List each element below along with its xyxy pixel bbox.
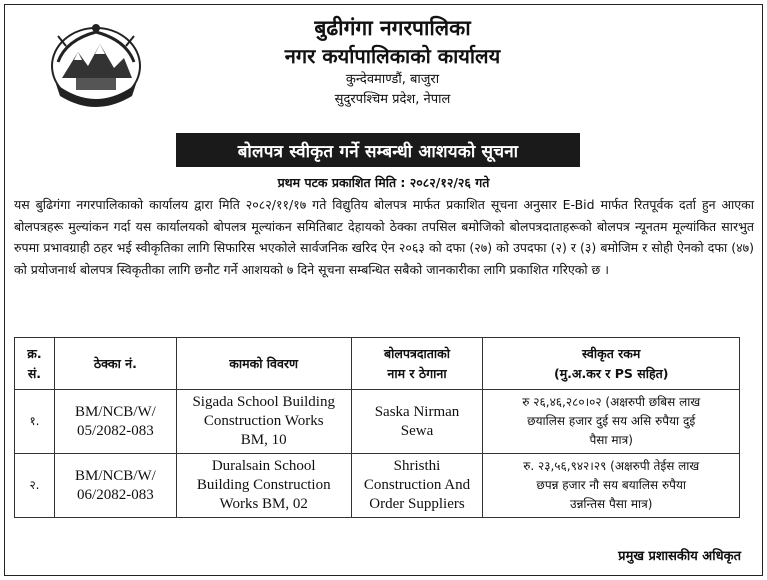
row-description: Duralsain School Building Construction Works BM, 02 [176,454,351,518]
header-description: कामको विवरण [176,338,351,390]
row-bidder: Saska Nirman Sewa [351,390,483,454]
office-location: कुन्देवमाण्डौं, बाजुरा [345,72,440,87]
publication-date: प्रथम पटक प्रकाशित मिति : २०८२/१२/२६ गते [277,175,490,190]
table-row [15,454,740,518]
row-description: Sigada School Building Construction Works BM, 10 [176,390,351,454]
table-row [15,390,740,454]
row-amount: रु. २३,५६,९४२।२९ (अक्षरुपी तेईस लाख छपन्न हजार नौ सय बयालिस रुपैया उन्नन्तिस पैसा मात्र) [483,454,740,518]
header-amount: स्वीकृत रकम (मु.अ.कर र PS सहित) [483,338,740,390]
header-contract-no: ठेक्का नं. [54,338,176,390]
row-serial: २. [15,454,55,518]
municipality-name: बुढीगंगा नगरपालिका [314,16,471,40]
signatory-title: प्रमुख प्रशासकीय अधिकृत [618,549,741,564]
bid-acceptance-table [14,337,740,518]
table-header-row [15,338,740,390]
office-province: सुदुरपश्चिम प्रदेश, नेपाल [334,92,451,107]
notice-title: बोलपत्र स्वीकृत गर्ने सम्बन्धी आशयको सूचना [176,133,580,167]
row-contract-no: BM/NCB/W/ 05/2082-083 [54,390,176,454]
header-bidder: बोलपत्रदाताको नाम र ठेगाना [351,338,483,390]
row-amount: रु २६,४६,२८०।०२ (अक्षरुपी छबिस लाख छयालिस हजार दुई सय असि रुपैया दुई पैसा मात्र) [483,390,740,454]
header-serial: क्र. सं. [15,338,55,390]
notice-body: यस बुढिगंगा नगरपालिकाको कार्यालय द्वारा मिति २०८२/११/१७ गते विद्युतिय बोलपत्र मार्फत प्रकाशित सूचना अनुसार E-Bid मार्फत रितपूर्वक दर्ता हुन आएका बोलपत्रहरू मुल्यांकन गर्दा यस कार्यालयको बोपलत्र मूल्यांकन समितिबाट देहायको ठेक्का तपसिल बमोजिको बोलपत्रदाताहरूको बोलपत्र न्यूनतम मूल्यांकित सारभुत रुपमा प्रभावग्राही ठहर भई स्वीकृतिका लागि सिफारिस भएकोले सार्वजनिक खरिद ऐन २०६३ को दफा (२७) को उपदफा (२) र (३) बमोजिम र सोही ऐनको दफा (४७) को प्रयोजनार्थ बोलपत्र स्विकृतीका लागि छनौट गर्ने आशयको ७ दिने सूचना सम्बन्धित सबैको जानकारीका लागि प्रकाशित गरिएको छ । [14,197,754,277]
office-name: नगर कर्यापालिकाको कार्यालय [284,44,501,68]
row-serial: १. [15,390,55,454]
row-bidder: Shristhi Construction And Order Suppliers [351,454,483,518]
row-contract-no: BM/NCB/W/ 06/2082-083 [54,454,176,518]
office-header [0,14,767,110]
